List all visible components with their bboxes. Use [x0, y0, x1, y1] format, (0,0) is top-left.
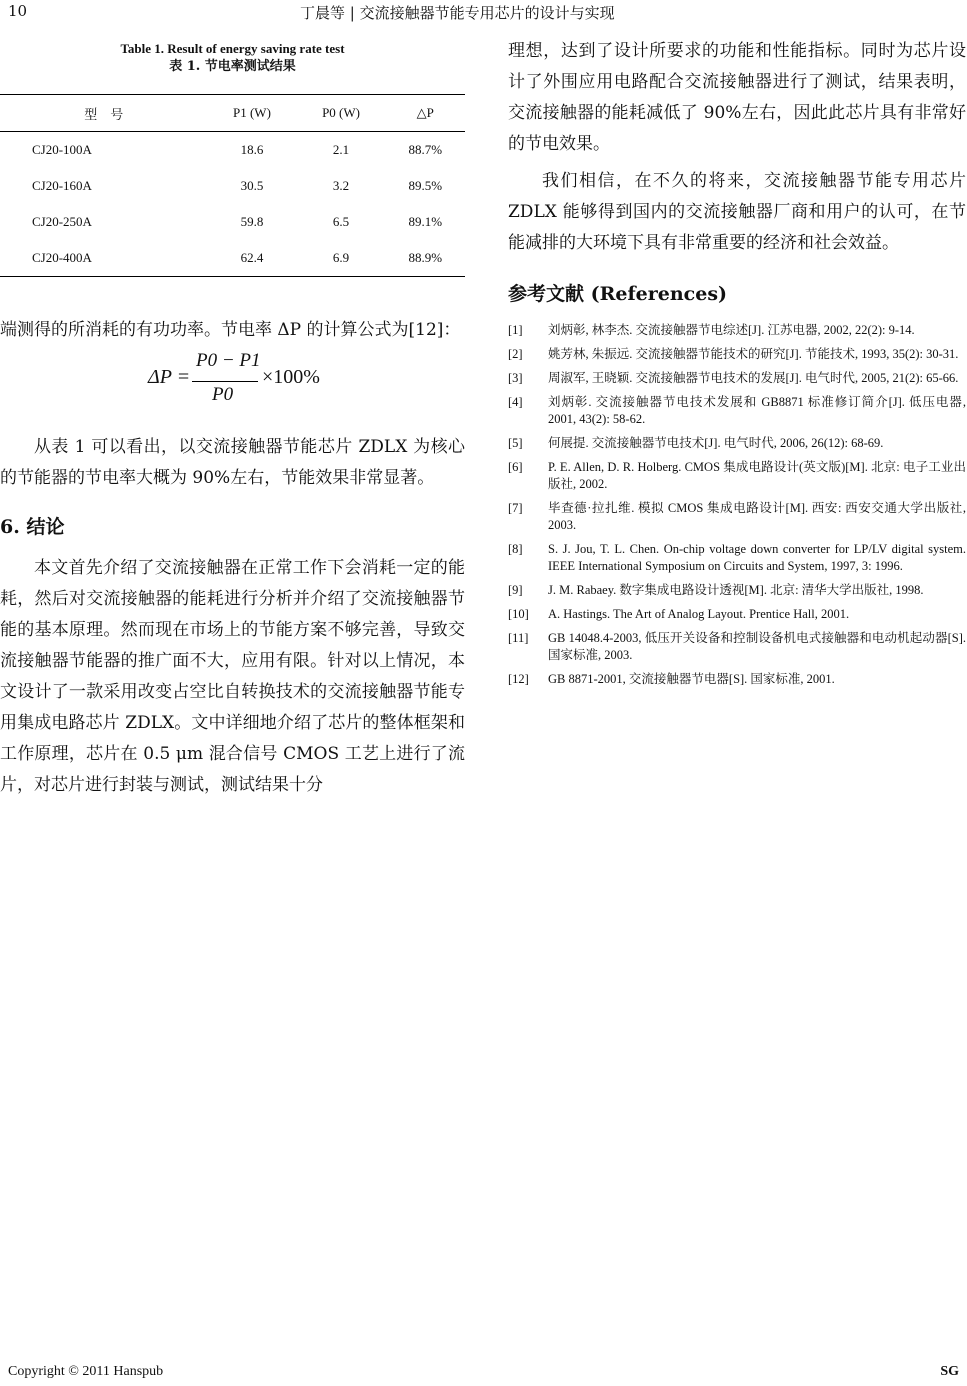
reference-text: 周淑军, 王晓颖. 交流接触器节电技术的发展[J]. 电气时代, 2005, 21(2): 65-66.	[548, 371, 959, 385]
reference-text: A. Hastings. The Art of Analog Layout. Prentice Hall, 2001.	[548, 607, 850, 621]
table-cell: CJ20-100A	[32, 142, 92, 157]
list-item	[508, 671, 966, 688]
reference-number: [10]	[508, 607, 529, 621]
reference-number: [5]	[508, 436, 523, 450]
page-number: 10	[8, 2, 28, 20]
table-row	[0, 168, 465, 204]
reference-text: 毕查德·拉扎维. 模拟 CMOS 集成电路设计[M]. 西安: 西安交通大学出版社, 2003.	[548, 501, 966, 532]
reference-number: [6]	[508, 460, 523, 474]
paragraph: 本文首先介绍了交流接触器在正常工作下会消耗一定的能耗，然后对交流接触器的能耗进行分析并介绍了交流接触器节能的基本原理。然而现在市场上的节能方案不够完善，导致交流接触器节能器的推广面不大，应用有限。针对以上情况，本文设计了一款采用改变占空比自转换技术的交流接触器节能专用集成电路芯片 ZDLX。文中详细地介绍了芯片的整体框架和工作原理，芯片在 0.5 μm 混合信号 CMOS 工艺上进行了流片，对芯片进行封装与测试，测试结果十分	[0, 558, 465, 795]
table-cell: 62.4	[240, 250, 264, 265]
reference-text: GB 8871-2001, 交流接触器节电器[S]. 国家标准, 2001.	[548, 672, 835, 686]
reference-text: 姚芳林, 朱振远. 交流接触器节能技术的研究[J]. 节能技术, 1993, 35(2): 30-31.	[548, 347, 959, 361]
table-header-row	[0, 95, 465, 132]
right-column	[508, 40, 966, 695]
section-heading: 6. 结论	[0, 516, 65, 538]
column-header-p1: P1 (W)	[232, 105, 271, 120]
formula-lhs: ΔP =	[148, 366, 191, 388]
reference-text: 刘炳彰, 林李杰. 交流接触器节电综述[J]. 江苏电器, 2002, 22(2): 9-14.	[548, 323, 915, 337]
list-item	[508, 606, 966, 623]
running-title: 丁晨等 | 交流接触器节能专用芯片的设计与实现	[300, 4, 615, 22]
reference-number: [2]	[508, 347, 523, 361]
list-item	[508, 394, 966, 428]
table-cell: CJ20-160A	[32, 178, 92, 193]
list-item	[508, 370, 966, 387]
table-cell: 59.8	[240, 214, 264, 229]
table-cell: 88.7%	[408, 142, 443, 157]
column-header-model: 型 号	[84, 106, 124, 122]
reference-text: GB 14048.4-2003, 低压开关设备和控制设备机电式接触器和电动机起动器[S]. 国家标准, 2003.	[548, 631, 966, 662]
reference-number: [12]	[508, 672, 529, 686]
reference-number: [3]	[508, 371, 523, 385]
reference-number: [1]	[508, 323, 523, 337]
list-item	[508, 322, 966, 339]
reference-number: [7]	[508, 501, 523, 515]
list-item	[508, 630, 966, 664]
table-caption-en: Table 1. Result of energy saving rate test	[120, 41, 345, 56]
table-cell: 6.5	[332, 214, 350, 229]
reference-number: [4]	[508, 395, 523, 409]
table-cell: 18.6	[240, 142, 264, 157]
column-header-p0: P0 (W)	[322, 105, 360, 120]
paragraph: 端测得的所消耗的有功功率。节电率 ΔP 的计算公式为[12]：	[0, 320, 461, 340]
list-item	[508, 435, 966, 452]
table-cell: 2.1	[332, 142, 350, 157]
column-header-delta-p: △P	[416, 105, 434, 120]
fraction-bar	[192, 381, 258, 382]
formula-denominator: P0	[212, 384, 234, 405]
reference-text: P. E. Allen, D. R. Holberg. CMOS 集成电路设计(英文版)[M]. 北京: 电子工业出版社, 2002.	[548, 460, 966, 491]
reference-number: [11]	[508, 631, 529, 645]
table-cell: CJ20-250A	[32, 214, 92, 229]
table-cell: 30.5	[240, 178, 264, 193]
table-row	[0, 132, 465, 169]
reference-text: 何展提. 交流接触器节电技术[J]. 电气时代, 2006, 26(12): 68-69.	[548, 436, 884, 450]
journal-abbreviation: SG	[940, 1364, 959, 1379]
list-item	[508, 500, 966, 534]
table-cell: 89.1%	[408, 214, 443, 229]
list-item	[508, 541, 966, 575]
reference-number: [9]	[508, 583, 523, 597]
table-cell: 89.5%	[408, 178, 443, 193]
table-cell: 88.9%	[408, 250, 443, 265]
formula-numerator: P0 − P1	[196, 350, 261, 371]
reference-list	[508, 322, 966, 688]
paragraph: 我们相信，在不久的将来，交流接触器节能专用芯片 ZDLX 能够得到国内的交流接触器厂商和用户的认可，在节能减排的大环境下具有非常重要的经济和社会效益。	[508, 171, 966, 253]
list-item	[508, 346, 966, 363]
formula	[0, 350, 465, 422]
table-cell: 3.2	[332, 178, 350, 193]
references-heading: 参考文献 (References)	[508, 283, 728, 305]
reference-number: [8]	[508, 542, 523, 556]
reference-text: S. J. Jou, T. L. Chen. On-chip voltage down converter for LP/LV digital system. IEEE International Symposium on Circuits and System, 1997, 3: 1996.	[548, 542, 966, 573]
paragraph: 从表 1 可以看出，以交流接触器节能芯片 ZDLX 为核心的节能器的节电率大概为 90%左右，节能效果非常显著。	[0, 437, 465, 488]
paragraph: 理想，达到了设计所要求的功能和性能指标。同时为芯片设计了外围应用电路配合交流接触器进行了测试，结果表明，交流接触器的能耗减低了 90%左右，因此此芯片具有非常好的节电效果。	[508, 41, 966, 154]
list-item	[508, 459, 966, 493]
table-row	[0, 240, 465, 277]
formula-rhs: ×100%	[262, 366, 320, 388]
reference-text: 刘炳彰. 交流接触器节电技术发展和 GB8871 标准修订简介[J]. 低压电器, 2001, 43(2): 58-62.	[548, 395, 966, 426]
reference-text: J. M. Rabaey. 数字集成电路设计透视[M]. 北京: 清华大学出版社, 1998.	[548, 583, 924, 597]
energy-saving-table	[0, 94, 465, 277]
table-cell: 6.9	[332, 250, 350, 265]
left-column	[0, 40, 465, 801]
list-item	[508, 582, 966, 599]
table-row	[0, 204, 465, 240]
copyright-notice: Copyright © 2011 Hanspub	[8, 1364, 164, 1379]
table-cell: CJ20-400A	[32, 250, 92, 265]
table-caption-zh: 表 1. 节电率测试结果	[169, 59, 296, 74]
